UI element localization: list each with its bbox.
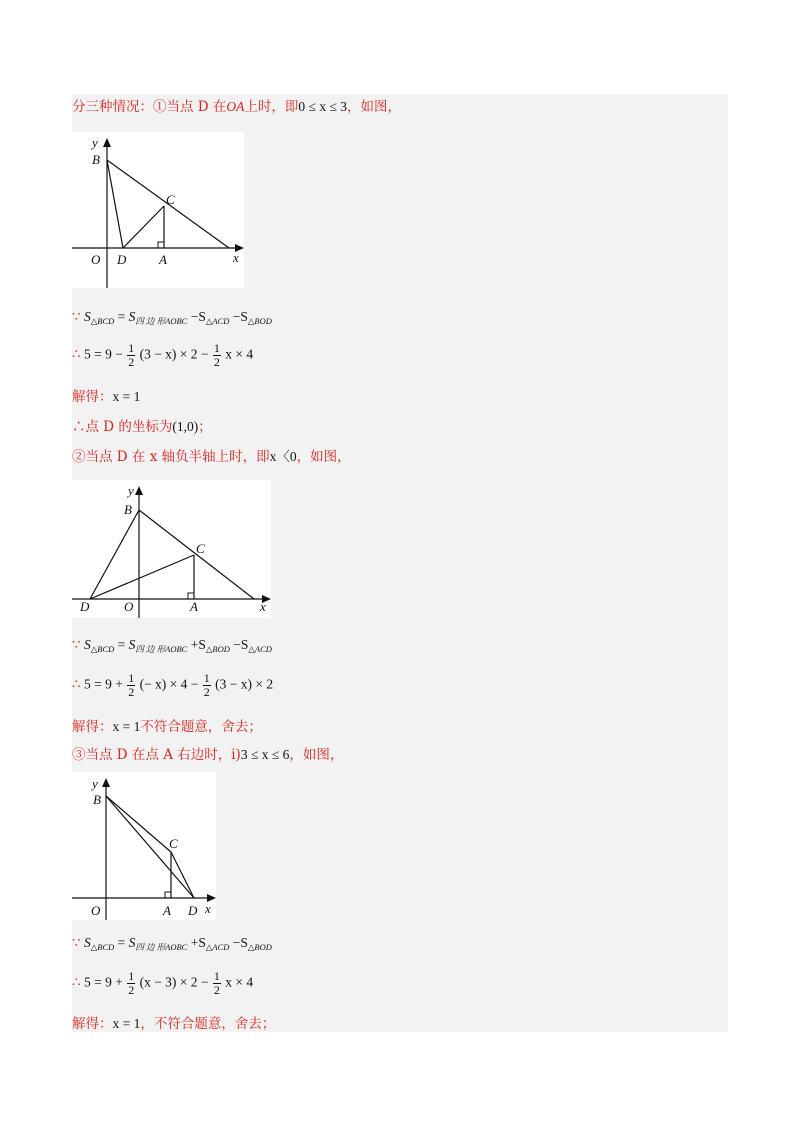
label-x: x xyxy=(205,901,211,916)
eq1-sub-acd: △ACD xyxy=(205,316,230,326)
eq3-s: S xyxy=(83,935,91,950)
fraction xyxy=(213,970,221,997)
denominator: 2 xyxy=(213,355,220,369)
line-bc xyxy=(106,796,171,852)
fraction xyxy=(127,970,135,997)
sol1-value: x = 1 xyxy=(112,389,141,404)
sol2-note: 不符合题意，舍去； xyxy=(140,719,262,735)
y-axis-arrow xyxy=(135,486,143,495)
eq1-minus2: −S xyxy=(232,309,248,324)
right-angle-mark xyxy=(158,242,164,248)
coord-tail: ； xyxy=(198,419,212,435)
figure-1 xyxy=(72,132,244,288)
eq2-sub-bod: △BOD xyxy=(205,644,230,654)
label-x: x xyxy=(260,599,266,614)
label-y: y xyxy=(92,776,98,791)
eq3-minus: −S xyxy=(232,935,248,950)
label-b: B xyxy=(93,792,101,807)
label-o: O xyxy=(124,599,134,614)
calc3-mid: (x − 3) × 2 − xyxy=(139,974,209,990)
fraction xyxy=(203,672,211,699)
eq2-sub-acd: △ACD xyxy=(248,644,272,654)
calc3-tail: x × 4 xyxy=(225,974,254,990)
eq2-s: S xyxy=(83,637,91,652)
eq3-sub-bcd: △BCD xyxy=(90,942,115,952)
sol2-value: x = 1 xyxy=(112,719,141,734)
label-x: x xyxy=(233,250,239,265)
eq3-s2: S xyxy=(128,935,136,950)
numerator: 1 xyxy=(213,341,220,355)
y-axis-arrow xyxy=(102,778,110,787)
fraction xyxy=(127,342,135,369)
because-symbol: ∵ xyxy=(72,637,81,652)
fraction xyxy=(127,672,135,699)
eq2-plus: +S xyxy=(190,637,206,652)
calc1-mid: (3 − x) × 2 − xyxy=(139,346,209,362)
eq1-sub-bcd: △BCD xyxy=(90,316,115,326)
case2-intro: ②当点 D 在 x 轴负半轴上时，即 xyxy=(72,449,270,465)
label-d: D xyxy=(188,903,198,918)
label-o: O xyxy=(91,252,101,267)
calc3-lhs: 5 = 9 + xyxy=(83,974,123,990)
label-b: B xyxy=(124,502,132,517)
because-symbol: ∵ xyxy=(72,935,81,950)
eq1-s: S xyxy=(83,309,91,324)
therefore-symbol: ∴ xyxy=(72,974,81,990)
denominator: 2 xyxy=(128,685,135,699)
label-y: y xyxy=(128,483,134,498)
numerator: 1 xyxy=(213,969,220,983)
eq3-sub-bod: △BOD xyxy=(247,942,272,952)
line-bd xyxy=(90,510,139,599)
coordinate-result xyxy=(72,418,212,436)
case1-tail: ，如图， xyxy=(346,99,401,115)
case1-mid: 上时，即 xyxy=(244,99,299,115)
denominator: 2 xyxy=(128,983,135,997)
line-dc xyxy=(90,555,194,599)
case3-range: 3 ≤ x ≤ 6 xyxy=(240,747,290,762)
case3-heading xyxy=(72,746,343,764)
eq1-s2: S xyxy=(128,309,136,324)
case1-intro: 分三种情况：①当点 D 在 xyxy=(72,99,227,115)
figure-3 xyxy=(72,772,216,920)
equation-1 xyxy=(72,308,272,330)
calc1-tail: x × 4 xyxy=(225,346,254,362)
eq2-equals: = xyxy=(117,637,126,652)
case2-range: x〈0 xyxy=(269,449,297,464)
because-symbol: ∵ xyxy=(72,309,81,324)
case3-tail: ，如图， xyxy=(289,747,344,763)
numerator: 1 xyxy=(203,671,210,685)
case1-oa: OA xyxy=(226,99,245,114)
eq1-sub-quad: 四 边 形AOBC xyxy=(135,316,188,326)
eq1-sub-bod: △BOD xyxy=(247,316,272,326)
label-c: C xyxy=(166,192,175,207)
eq3-equals: = xyxy=(117,935,126,950)
case1-range: 0 ≤ x ≤ 3 xyxy=(298,99,347,114)
y-axis-arrow xyxy=(103,138,111,147)
eq1-minus1: −S xyxy=(190,309,206,324)
case2-tail: ，如图， xyxy=(296,449,351,465)
calc1-lhs: 5 = 9 − xyxy=(83,346,123,362)
calculation-3 xyxy=(72,970,253,997)
eq3-plus: +S xyxy=(190,935,206,950)
sol3-note: ，不符合题意，舍去； xyxy=(140,1016,276,1032)
calc2-mid: (− x) × 4 − xyxy=(139,676,199,692)
therefore-symbol: ∴ xyxy=(72,676,81,692)
sol3-label: 解得： xyxy=(72,1016,113,1032)
sol1-label: 解得： xyxy=(72,389,113,405)
sol2-label: 解得： xyxy=(72,719,113,735)
figure-3-svg xyxy=(72,772,216,920)
solution-3 xyxy=(72,1015,275,1033)
figure-1-svg xyxy=(72,132,244,288)
label-a: A xyxy=(159,252,167,267)
sol3-value: x = 1 xyxy=(112,1016,141,1031)
label-o: O xyxy=(91,903,101,918)
label-a: A xyxy=(190,599,198,614)
numerator: 1 xyxy=(128,671,135,685)
therefore-symbol: ∴ xyxy=(72,346,81,362)
equation-2 xyxy=(72,636,272,658)
eq2-sub-quad: 四 边 形AOBC xyxy=(135,644,188,654)
case2-heading xyxy=(72,448,351,466)
eq2-sub-bcd: △BCD xyxy=(90,644,115,654)
case1-heading xyxy=(72,98,401,116)
case3-intro: ③当点 D 在点 A 右边时，i) xyxy=(72,747,241,763)
calculation-2 xyxy=(72,672,273,699)
eq1-equals: = xyxy=(117,309,126,324)
figure-2-svg xyxy=(72,480,271,618)
label-c: C xyxy=(169,836,178,851)
equation-3 xyxy=(72,934,272,956)
figure-2 xyxy=(72,480,271,618)
line-bd xyxy=(106,796,194,898)
calc2-tail: (3 − x) × 2 xyxy=(215,676,274,692)
label-a: A xyxy=(163,903,171,918)
right-angle-mark xyxy=(165,892,171,898)
calc2-lhs: 5 = 9 + xyxy=(83,676,123,692)
eq2-s2: S xyxy=(128,637,136,652)
eq3-sub-quad: 四 边 形AOBC xyxy=(135,942,188,952)
solution-2 xyxy=(72,718,262,736)
solution-1 xyxy=(72,388,140,406)
calculation-1 xyxy=(72,342,253,369)
label-c: C xyxy=(196,541,205,556)
coord-text: ∴点 D 的坐标为 xyxy=(72,419,173,435)
eq2-minus: −S xyxy=(233,637,249,652)
eq3-sub-acd: △ACD xyxy=(205,942,230,952)
numerator: 1 xyxy=(128,969,135,983)
label-d: D xyxy=(80,599,90,614)
denominator: 2 xyxy=(213,983,220,997)
label-b: B xyxy=(92,152,100,167)
line-bd xyxy=(107,160,123,248)
fraction xyxy=(213,342,221,369)
label-d: D xyxy=(117,252,127,267)
coord-value: (1,0) xyxy=(172,419,199,434)
label-y: y xyxy=(92,135,98,150)
denominator: 2 xyxy=(128,355,135,369)
denominator: 2 xyxy=(203,685,210,699)
numerator: 1 xyxy=(128,341,135,355)
